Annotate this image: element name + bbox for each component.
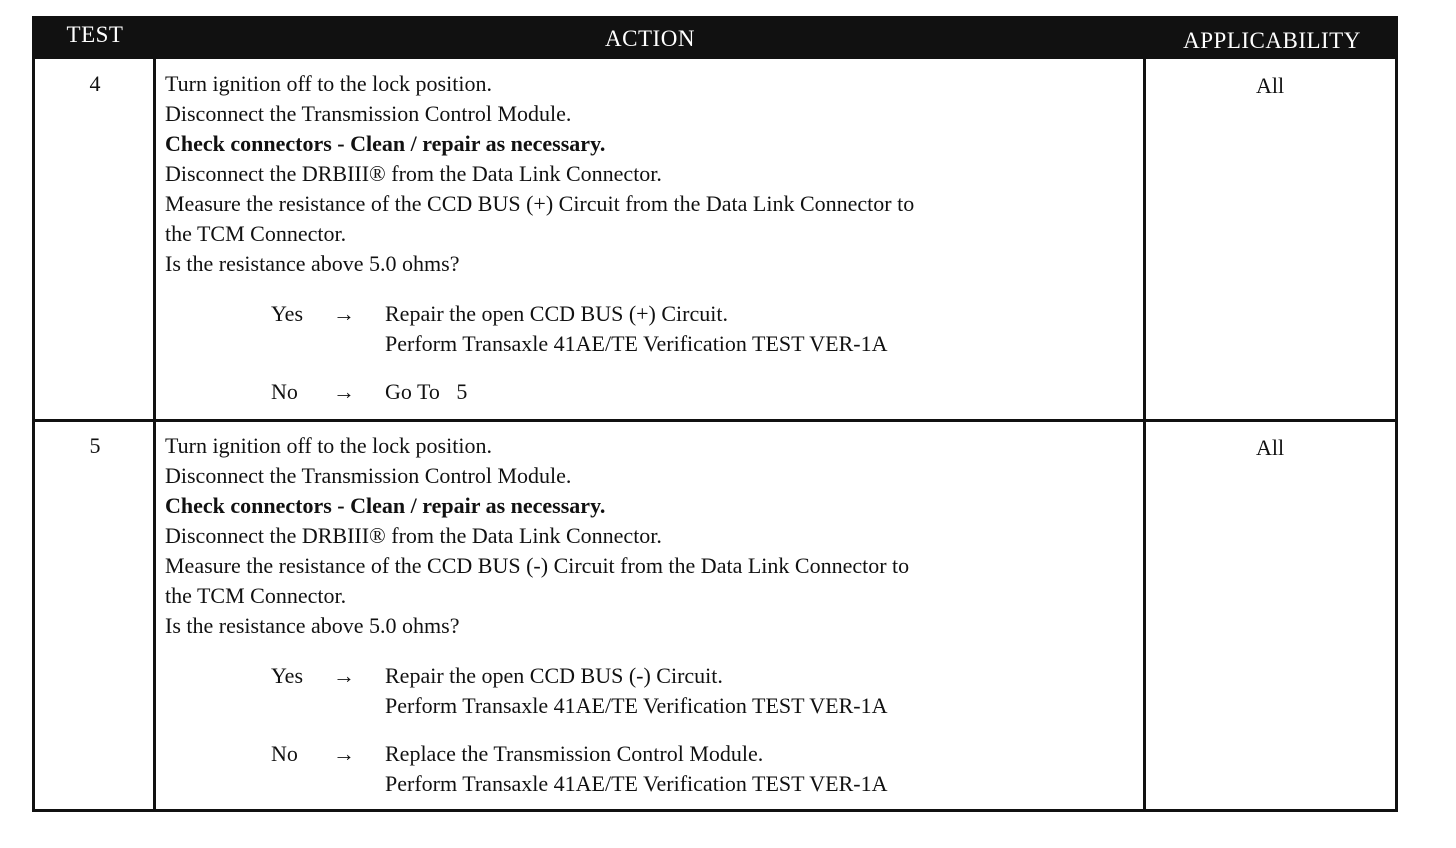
yes-text: Perform Transaxle 41AE/TE Verification TEST VER-1A [385,331,888,356]
action-text [165,69,1150,407]
no-text: Go To 5 [385,379,468,404]
step-line: Is the resistance above 5.0 ohms? [165,251,460,276]
action-text [165,431,1150,799]
step-line: Turn ignition off to the lock position. [165,433,492,458]
step-line: the TCM Connector. [165,583,347,608]
arrow-right-icon: → [333,741,355,766]
step-line: Measure the resistance of the CCD BUS (+) Circuit from the Data Link Connector to [165,191,915,216]
yes-label: Yes [271,301,304,326]
applicability-value: All [1255,73,1285,98]
no-answer [165,739,1150,769]
table-header [35,19,1395,59]
applicability-value: All [1255,435,1285,460]
step-line: Check connectors - Clean / repair as necessary. [165,131,606,156]
yes-text: Perform Transaxle 41AE/TE Verification TEST VER-1A [385,693,888,718]
step-line: the TCM Connector. [165,221,347,246]
no-label: No [271,741,298,766]
yes-text: Repair the open CCD BUS (+) Circuit. [385,301,728,326]
no-text: Perform Transaxle 41AE/TE Verification TEST VER-1A [385,771,888,796]
step-line: Turn ignition off to the lock position. [165,71,492,96]
no-answer-continued [165,769,1150,799]
row-divider [35,419,1395,422]
test-number: 4 [89,71,101,96]
step-line: Check connectors - Clean / repair as necessary. [165,493,606,518]
step-line: Disconnect the Transmission Control Module. [165,463,572,488]
no-label: No [271,379,298,404]
step-line: Disconnect the Transmission Control Module. [165,101,572,126]
test-number: 5 [89,433,101,458]
step-line: Disconnect the DRBIII® from the Data Link Connector. [165,161,662,186]
header-test: TEST [66,22,124,47]
yes-label: Yes [271,663,304,688]
yes-answer-continued [165,691,1150,721]
arrow-right-icon: → [333,663,355,688]
yes-answer [165,661,1150,691]
step-line: Measure the resistance of the CCD BUS (-) Circuit from the Data Link Connector to [165,553,910,578]
header-applicability: APPLICABILITY [1183,28,1361,53]
step-line: Disconnect the DRBIII® from the Data Link Connector. [165,523,662,548]
arrow-right-icon: → [333,301,355,326]
yes-answer [165,299,1150,329]
no-answer [165,377,1150,407]
yes-text: Repair the open CCD BUS (-) Circuit. [385,663,723,688]
header-action: ACTION [605,26,695,51]
yes-answer-continued [165,329,1150,359]
diagnostic-table [32,16,1398,812]
step-line: Is the resistance above 5.0 ohms? [165,613,460,638]
no-text: Replace the Transmission Control Module. [385,741,764,766]
arrow-right-icon: → [333,379,355,404]
